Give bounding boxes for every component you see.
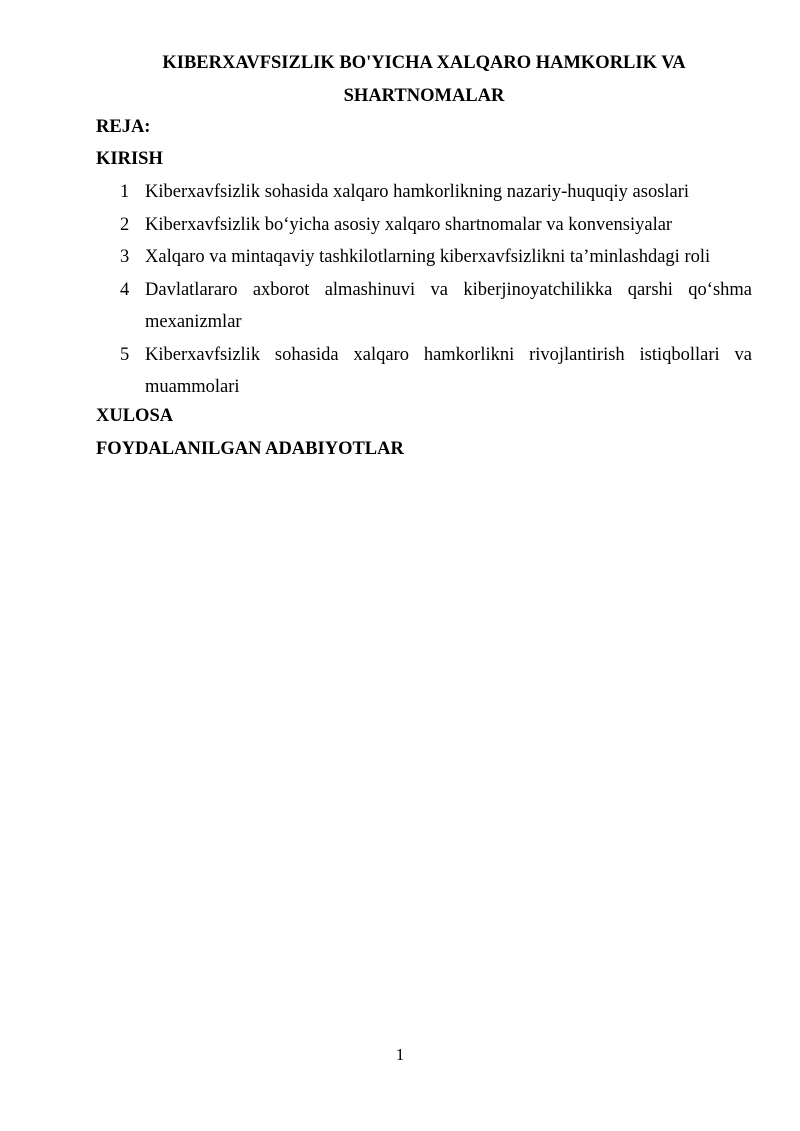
toc-item-5: [96, 339, 752, 404]
plan-heading: REJA:: [96, 117, 151, 137]
toc-item-text: Kiberxavfsizlik bo‘yicha asosiy xalqaro shartnomalar va konvensiyalar: [145, 214, 673, 235]
toc-item-text: Davlatlararo axborot almashinuvi va kiberjinoyatchilikka qarshi qo‘shma mexanizmlar: [145, 279, 752, 332]
toc-item-text: Xalqaro va mintaqaviy tashkilotlarning kiberxavfsizlikni ta’minlashdagi roli: [145, 247, 711, 267]
toc-item-text: Kiberxavfsizlik sohasida xalqaro hamkorlikning nazariy-huquqiy asoslari: [145, 182, 690, 202]
toc-item-1: [96, 176, 752, 209]
toc-item-number: 5: [120, 344, 130, 365]
document-title: [96, 47, 752, 112]
page-number: 1: [395, 1045, 405, 1064]
toc-item-2: [96, 209, 752, 242]
toc-item-text: Kiberxavfsizlik sohasida xalqaro hamkorlikni rivojlantirish istiqbollari va muammolari: [145, 344, 752, 397]
conclusion-heading: XULOSA: [96, 406, 174, 426]
toc-item-number: 2: [120, 214, 130, 235]
references-heading: FOYDALANILGAN ADABIYOTLAR: [96, 439, 404, 459]
toc-item-number: 1: [120, 182, 130, 202]
intro-heading: KIRISH: [96, 149, 163, 169]
toc-item-4: [96, 274, 752, 339]
toc-item-number: 4: [120, 279, 130, 300]
toc-item-3: [96, 241, 752, 274]
title-line-2: SHARTNOMALAR: [343, 85, 505, 106]
table-of-contents: [96, 176, 752, 404]
toc-item-number: 3: [120, 247, 130, 267]
title-line-1: KIBERXAVFSIZLIK BO'YICHA XALQARO HAMKORLIK VA: [162, 53, 686, 73]
